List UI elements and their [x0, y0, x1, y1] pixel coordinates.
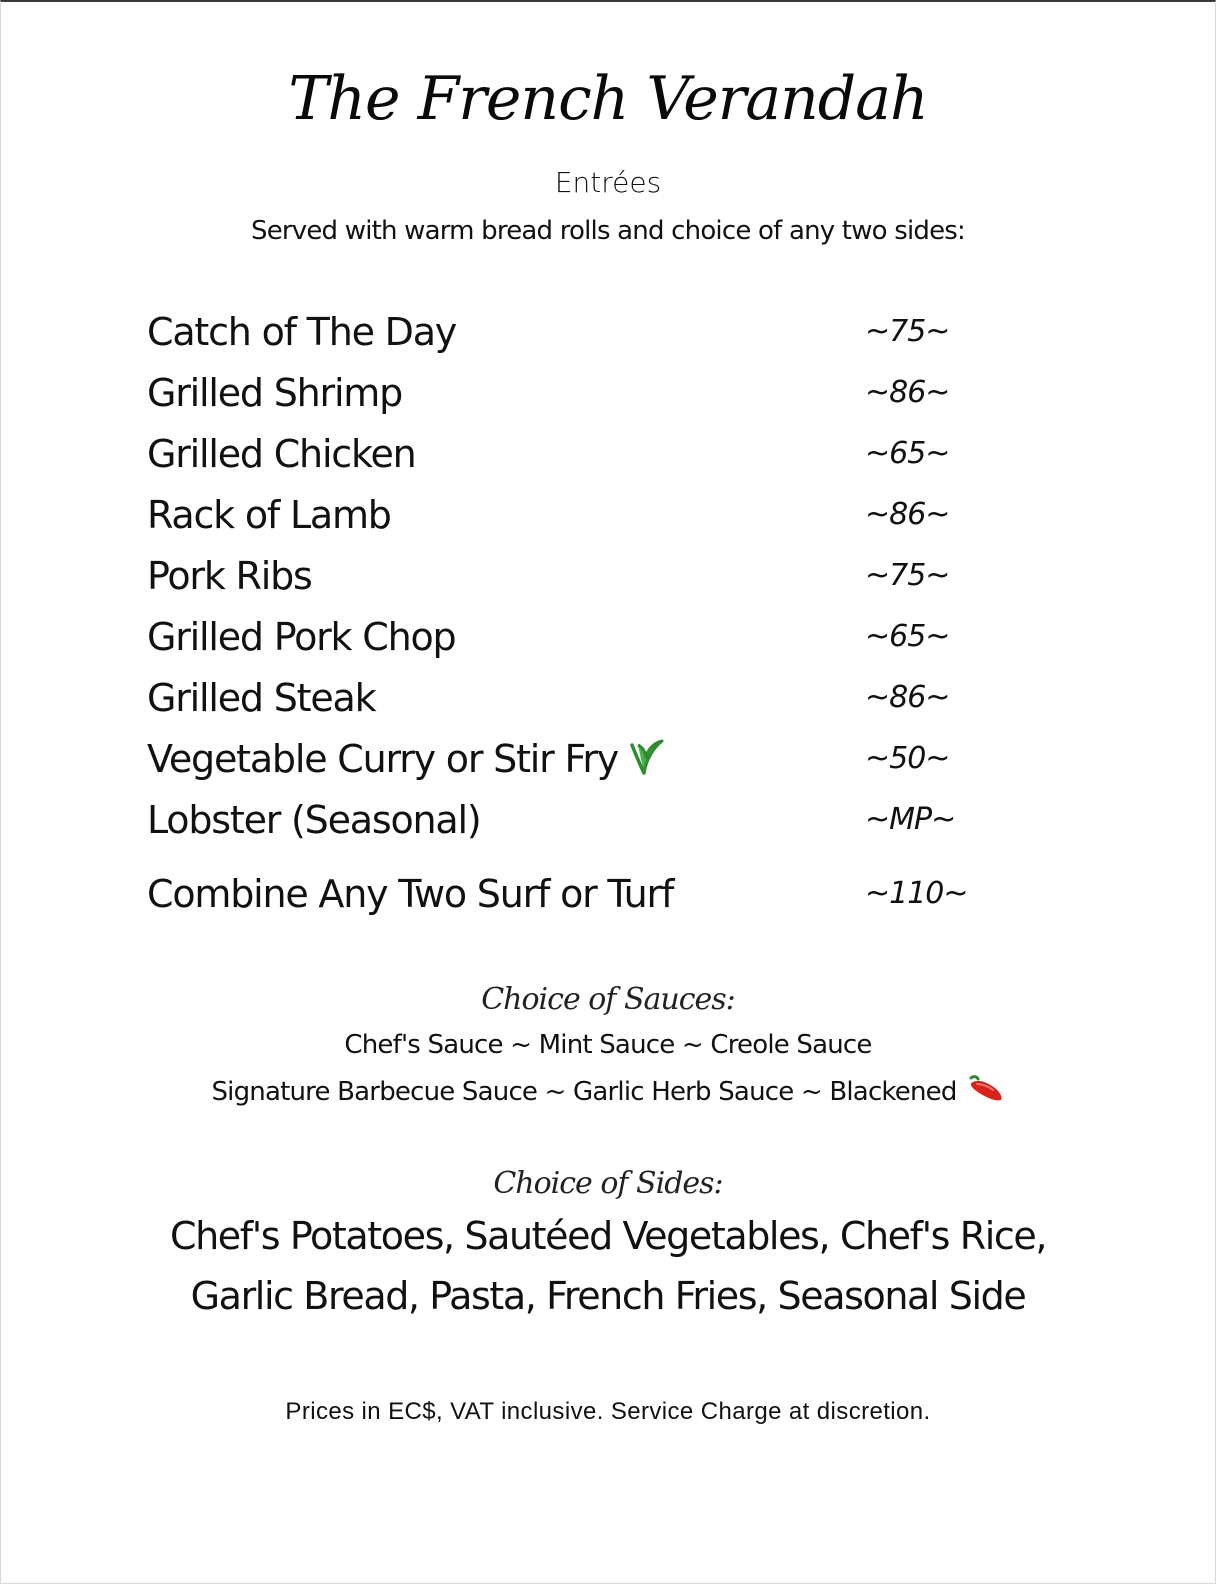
- entree-name-with-icon: [147, 737, 666, 786]
- entree-name: Grilled Steak: [147, 676, 376, 720]
- entree-name: Lobster (Seasonal): [147, 798, 481, 842]
- chili-pepper-icon: [965, 1074, 1005, 1111]
- sides-line-1: Chef's Potatoes, Sautéed Vegetables, Chef's Rice,: [169, 1214, 1047, 1258]
- entree-item: [147, 737, 950, 793]
- entree-price: ~75~: [865, 314, 950, 349]
- entree-name: Catch of The Day: [147, 310, 457, 354]
- sides-title: Choice of Sides:: [493, 1166, 723, 1201]
- entree-name: Combine Any Two Surf or Turf: [147, 872, 674, 916]
- entree-item: [147, 310, 950, 366]
- entree-item: [147, 676, 950, 732]
- entree-item: [147, 554, 950, 610]
- entree-name: Grilled Chicken: [147, 432, 416, 476]
- entree-item: [147, 798, 956, 854]
- sides-line-2: Garlic Bread, Pasta, French Fries, Seasonal Side: [190, 1274, 1026, 1318]
- vegetarian-leaf-icon: [628, 737, 666, 786]
- sauces-line-1: Chef's Sauce ~ Mint Sauce ~ Creole Sauce: [344, 1030, 872, 1060]
- entree-price: ~65~: [865, 619, 950, 654]
- entree-item: [147, 432, 950, 488]
- entree-price: ~86~: [865, 680, 950, 715]
- entree-name: Vegetable Curry or Stir Fry: [147, 737, 619, 781]
- section-subtitle: Served with warm bread rolls and choice of any two sides:: [250, 216, 966, 246]
- entree-item: [147, 371, 950, 427]
- entree-item: [147, 615, 950, 671]
- entree-price: ~86~: [865, 375, 950, 410]
- entree-price: ~110~: [865, 876, 968, 911]
- sauces-title: Choice of Sauces:: [481, 982, 735, 1017]
- restaurant-title: The French Verandah: [288, 64, 928, 134]
- entree-item: [147, 493, 950, 549]
- section-heading: Entrées: [554, 166, 662, 199]
- entree-price: ~75~: [865, 558, 950, 593]
- sauces-line-2: Signature Barbecue Sauce ~ Garlic Herb Sauce ~ Blackened: [211, 1077, 957, 1107]
- entree-price: ~86~: [865, 497, 950, 532]
- entree-item: [147, 872, 968, 928]
- sauces-line-2-wrapper: [1, 1074, 1215, 1111]
- entree-name: Grilled Shrimp: [147, 371, 403, 415]
- entree-name: Grilled Pork Chop: [147, 615, 456, 659]
- entree-price: ~MP~: [865, 802, 956, 837]
- entree-name: Rack of Lamb: [147, 493, 391, 537]
- entree-name: Pork Ribs: [147, 554, 312, 598]
- entree-price: ~65~: [865, 436, 950, 471]
- pricing-note: Prices in EC$, VAT inclusive. Service Charge at discretion.: [285, 1398, 931, 1425]
- entree-price: ~50~: [865, 741, 950, 776]
